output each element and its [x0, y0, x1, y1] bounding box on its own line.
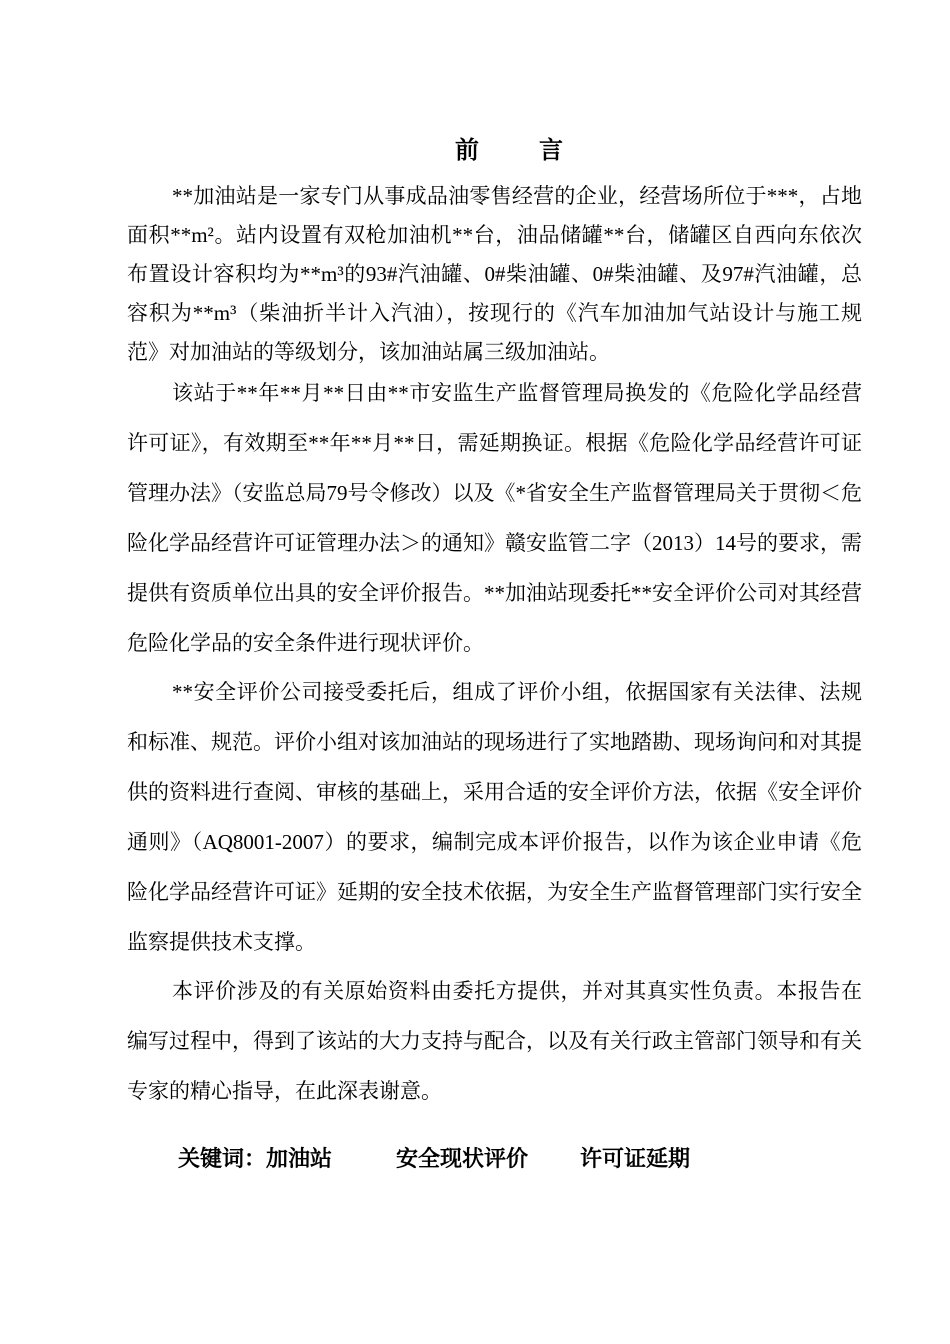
keyword-term: 许可证延期	[580, 1147, 691, 1172]
paragraph-evaluation: **安全评价公司接受委托后，组成了评价小组，依据国家有关法律、法规和标准、规范。评价小组对该加油站的现场进行了实地踏勘、现场询问和对其提供的资料进行查阅、审核的基础上，采用合适的安全评价方法，依据《安全评价通则》（AQ8001-2007）的要求，编制完成本评价报告，以作为该企业申请《危险化学品经营许可证》延期的安全技术依据，为安全生产监督管理部门实行安全监察提供技术支撑。	[127, 680, 862, 954]
paragraph-acknowledgement: 本评价涉及的有关原始资料由委托方提供，并对其真实性负责。本报告在编写过程中，得到了该站的大力支持与配合，以及有关行政主管部门领导和有关专家的精心指导，在此深表谢意。	[127, 979, 862, 1103]
keywords-label: 关键词：	[178, 1147, 267, 1172]
paragraph-intro: **加油站是一家专门从事成品油零售经营的企业，经营场所位于***，占地面积**m²。站内设置有双枪加油机**台，油品储罐**台，储罐区自西向东依次布置设计容积均为**m³的93#汽油罐、0#柴油罐、0#柴油罐、及97#汽油罐，总容积为**m³（柴油折半计入汽油），按现行的《汽车加油加气站设计与施工规范》对加油站的等级划分，该加油站属三级加油站。	[127, 184, 862, 364]
page-title: 前 言	[455, 136, 581, 164]
keywords-line	[178, 1140, 690, 1180]
keyword-term: 安全现状评价	[396, 1147, 529, 1172]
paragraph-license: 该站于**年**月**日由**市安监生产监督管理局换发的《危险化学品经营许可证》，有效期至**年**月**日，需延期换证。根据《危险化学品经营许可证管理办法》（安监总局79号令修改）以及《*省安全生产监督管理局关于贯彻＜危险化学品经营许可证管理办法＞的通知》赣安监管二字（2013）14号的要求，需提供有资质单位出具的安全评价报告。**加油站现委托**安全评价公司对其经营危险化学品的安全条件进行现状评价。	[127, 381, 862, 655]
keyword-term: 加油站	[266, 1147, 333, 1172]
